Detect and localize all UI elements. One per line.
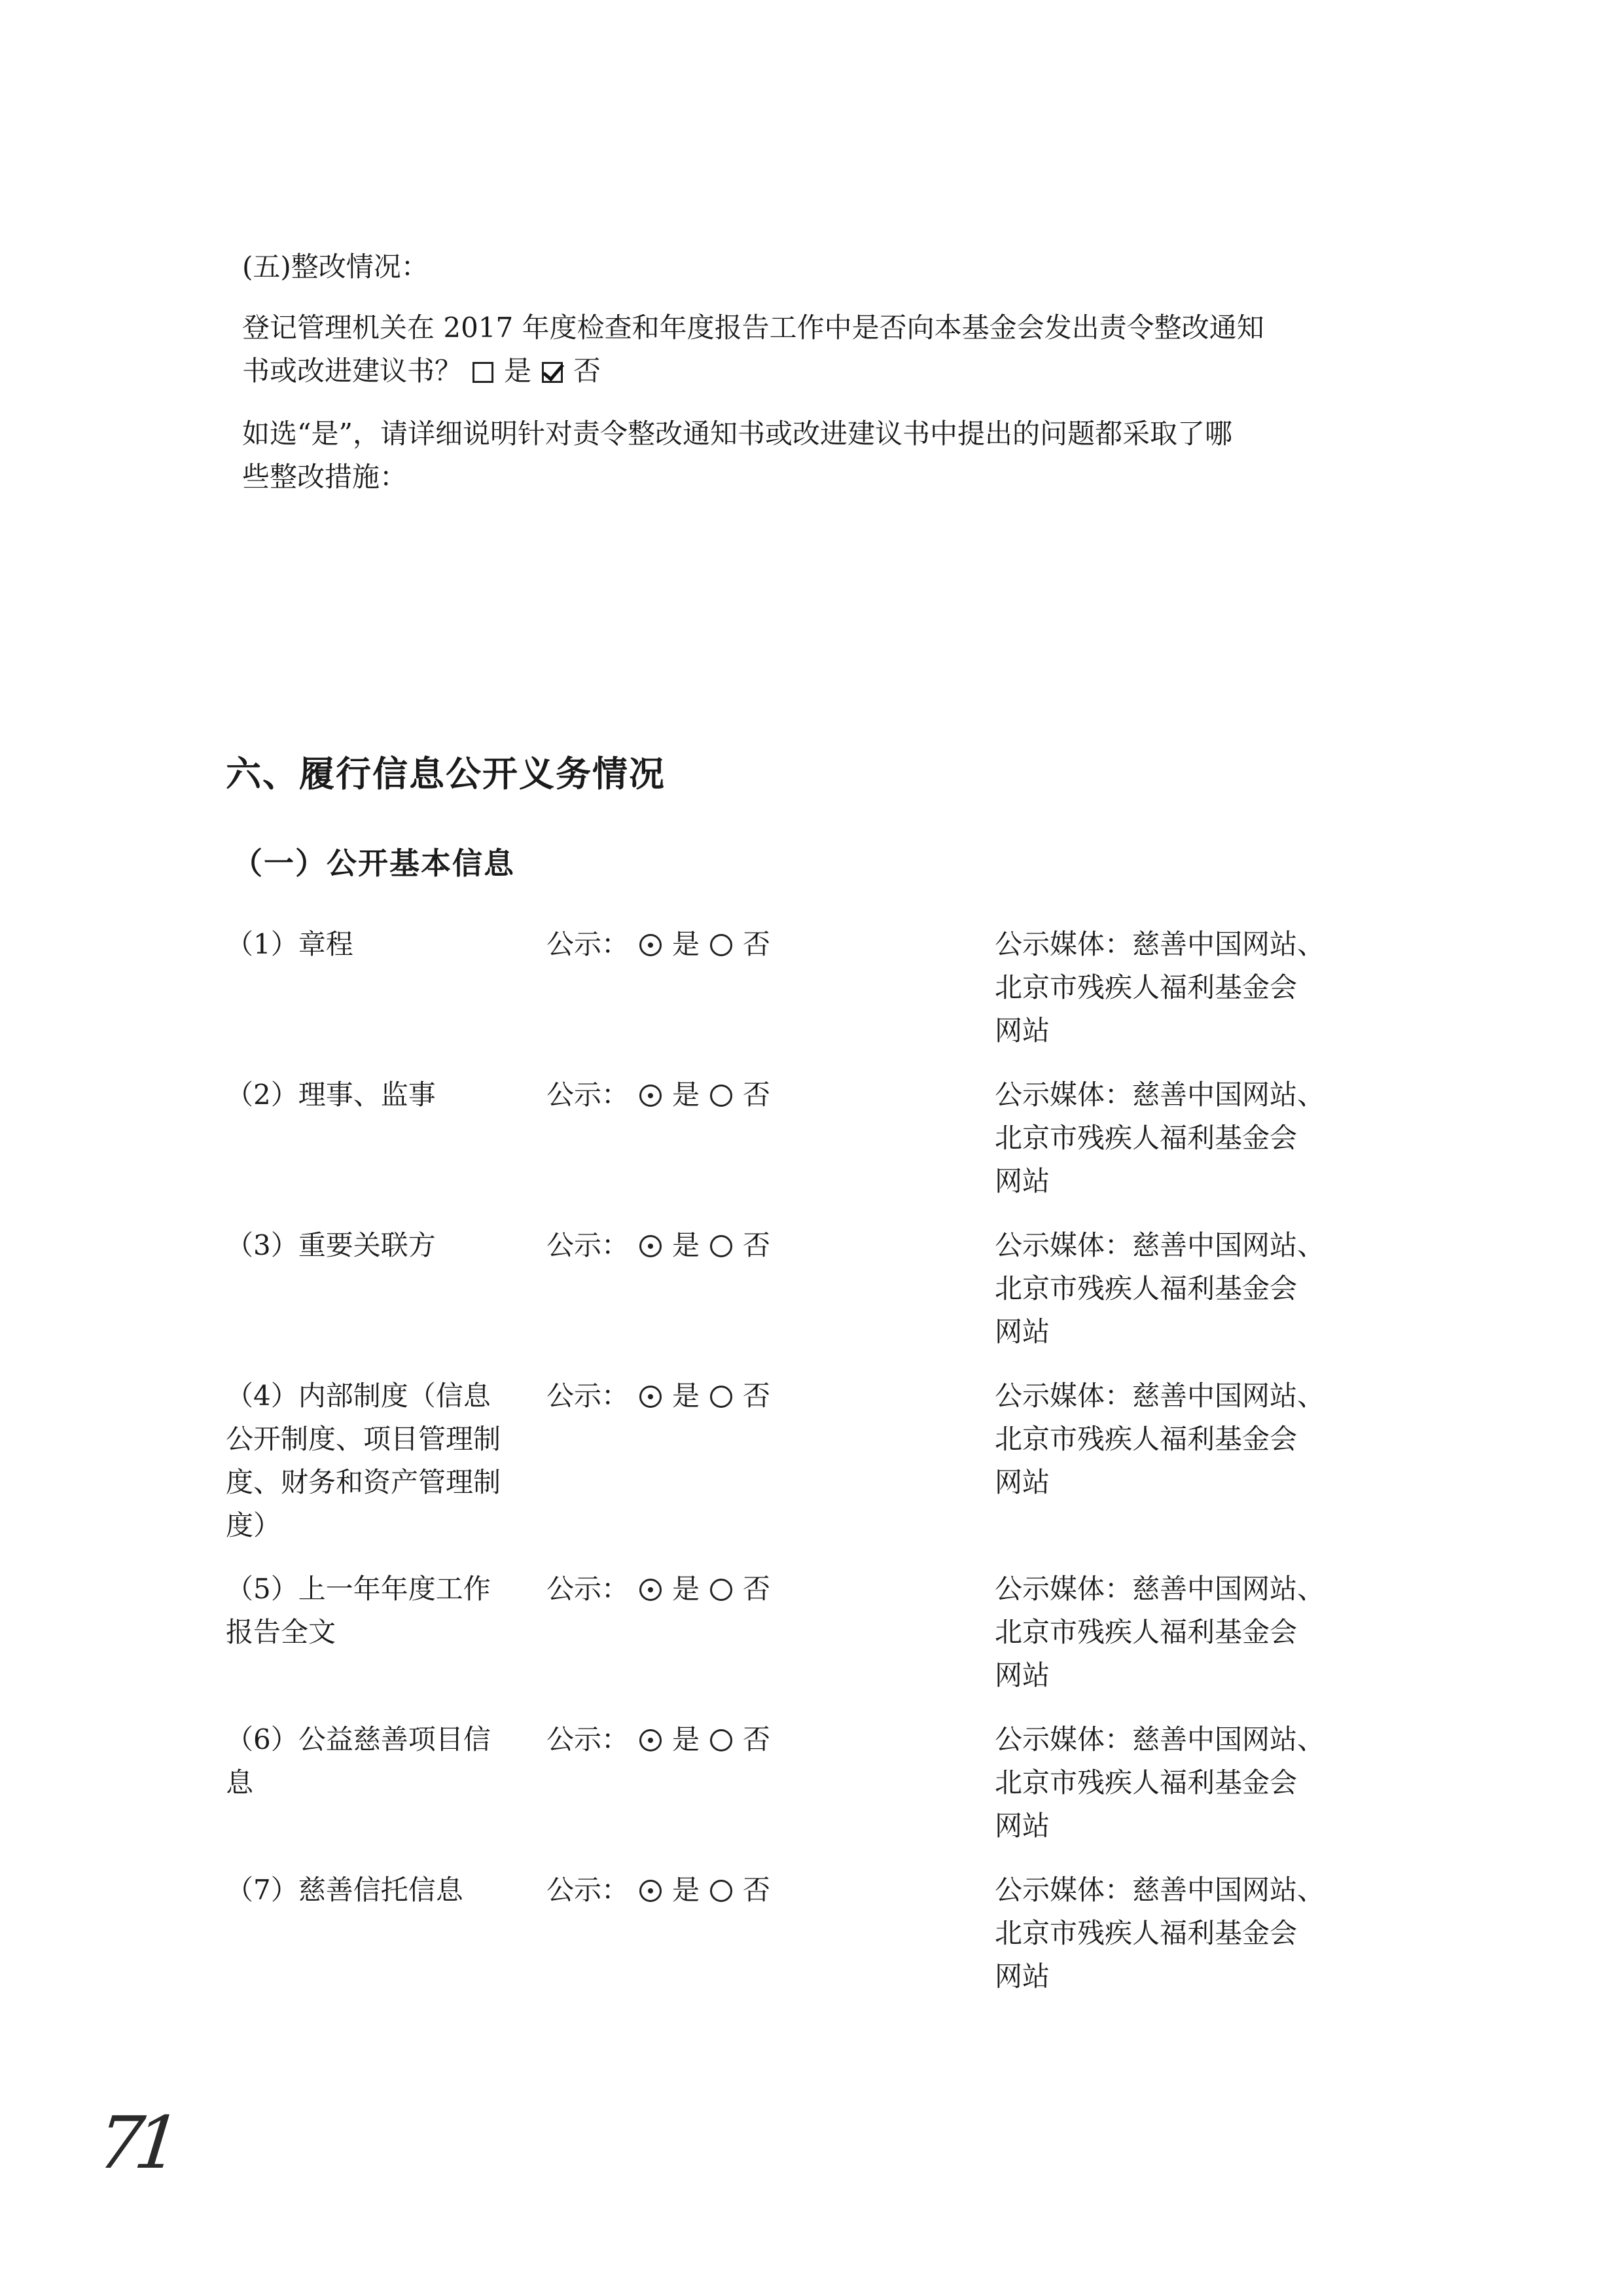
disclosure-media-line: 北京市残疾人福利基金会 bbox=[995, 1122, 1298, 1154]
disclosure-media-line: 北京市残疾人福利基金会 bbox=[995, 1272, 1298, 1304]
disclosure-choice bbox=[546, 923, 770, 966]
disclosure-yes-radio[interactable] bbox=[639, 1386, 662, 1408]
rectification-title: (五)整改情况： bbox=[242, 251, 429, 283]
rectification-no-label: 否 bbox=[573, 355, 601, 387]
disclosure-yes-label: 是 bbox=[672, 1229, 700, 1261]
disclosure-choice bbox=[546, 1224, 770, 1267]
disclosure-choice bbox=[546, 1718, 770, 1761]
disclosure-media-line: 公示媒体：慈善中国网站、 bbox=[995, 1723, 1325, 1755]
disclosure-item-name-line: 公开制度、项目管理制 bbox=[226, 1423, 501, 1455]
disclosure-no-label: 否 bbox=[743, 1380, 771, 1412]
disclosure-no-radio[interactable] bbox=[710, 1235, 732, 1257]
disclosure-media-line: 北京市残疾人福利基金会 bbox=[995, 1423, 1298, 1455]
disclosure-media-line: 网站 bbox=[995, 1014, 1050, 1047]
disclosure-yes-label: 是 bbox=[672, 1079, 700, 1111]
disclosure-media-line: 公示媒体：慈善中国网站、 bbox=[995, 1874, 1325, 1906]
disclosure-no-label: 否 bbox=[743, 1229, 771, 1261]
disclosure-no-radio[interactable] bbox=[710, 1579, 732, 1601]
disclosure-no-label: 否 bbox=[743, 1573, 771, 1605]
disclosure-choice bbox=[546, 1374, 770, 1418]
disclosure-no-label: 否 bbox=[743, 928, 771, 960]
disclosure-media-line: 网站 bbox=[995, 1316, 1050, 1348]
disclosure-media-line: 北京市残疾人福利基金会 bbox=[995, 1767, 1298, 1799]
disclosure-media-line: 网站 bbox=[995, 1659, 1050, 1691]
disclosure-media bbox=[995, 1224, 1361, 1354]
rectification-question bbox=[242, 306, 1368, 393]
disclosure-no-radio[interactable] bbox=[710, 1729, 732, 1751]
disclosure-prefix: 公示： bbox=[546, 1874, 630, 1906]
section-subtitle: （一）公开基本信息 bbox=[232, 846, 515, 881]
disclosure-item-name-line: 息 bbox=[226, 1767, 254, 1799]
disclosure-item-name-line: （7）慈善信托信息 bbox=[226, 1874, 463, 1906]
disclosure-item-name bbox=[226, 1224, 520, 1267]
rectification-followup-line1: 如选“是”，请详细说明针对责令整改通知书或改进建议书中提出的问题都采取了哪 bbox=[242, 418, 1232, 450]
disclosure-media-line: 公示媒体：慈善中国网站、 bbox=[995, 1380, 1325, 1412]
disclosure-media bbox=[995, 1374, 1361, 1504]
disclosure-item-name-line: （4）内部制度（信息 bbox=[226, 1380, 491, 1412]
rectification-followup bbox=[242, 412, 1368, 499]
disclosure-no-label: 否 bbox=[743, 1723, 771, 1755]
disclosure-yes-radio[interactable] bbox=[639, 1579, 662, 1601]
disclosure-prefix: 公示： bbox=[546, 1380, 630, 1412]
disclosure-item-name-line: 度） bbox=[226, 1509, 281, 1541]
rectification-yes-checkbox[interactable] bbox=[473, 362, 493, 383]
disclosure-yes-radio[interactable] bbox=[639, 1235, 662, 1257]
disclosure-prefix: 公示： bbox=[546, 1573, 630, 1605]
disclosure-prefix: 公示： bbox=[546, 928, 630, 960]
disclosure-yes-label: 是 bbox=[672, 928, 700, 960]
disclosure-media-line: 北京市残疾人福利基金会 bbox=[995, 1917, 1298, 1949]
disclosure-no-label: 否 bbox=[743, 1079, 771, 1111]
disclosure-yes-label: 是 bbox=[672, 1573, 700, 1605]
disclosure-media-line: 公示媒体：慈善中国网站、 bbox=[995, 1229, 1325, 1261]
disclosure-choice bbox=[546, 1073, 770, 1117]
disclosure-yes-radio[interactable] bbox=[639, 1880, 662, 1902]
disclosure-media-line: 网站 bbox=[995, 1960, 1050, 1992]
disclosure-item-name bbox=[226, 1073, 520, 1117]
disclosure-media-line: 北京市残疾人福利基金会 bbox=[995, 1616, 1298, 1648]
disclosure-media-line: 公示媒体：慈善中国网站、 bbox=[995, 1573, 1325, 1605]
disclosure-yes-label: 是 bbox=[672, 1723, 700, 1755]
disclosure-media-line: 公示媒体：慈善中国网站、 bbox=[995, 1079, 1325, 1111]
disclosure-yes-label: 是 bbox=[672, 1874, 700, 1906]
disclosure-item-name-line: 报告全文 bbox=[226, 1616, 336, 1648]
disclosure-item-name-line: 度、财务和资产管理制 bbox=[226, 1466, 501, 1498]
disclosure-media-line: 网站 bbox=[995, 1165, 1050, 1197]
disclosure-media bbox=[995, 1718, 1361, 1848]
disclosure-media bbox=[995, 923, 1361, 1052]
handwritten-page-number: 71 bbox=[94, 2101, 176, 2185]
disclosure-item-name bbox=[226, 923, 520, 966]
disclosure-prefix: 公示： bbox=[546, 1723, 630, 1755]
disclosure-media-line: 公示媒体：慈善中国网站、 bbox=[995, 928, 1325, 960]
disclosure-media-line: 网站 bbox=[995, 1810, 1050, 1842]
disclosure-choice bbox=[546, 1568, 770, 1611]
rectification-question-line2-prefix: 书或改进建议书？ bbox=[242, 355, 463, 387]
disclosure-no-radio[interactable] bbox=[710, 934, 732, 956]
disclosure-yes-radio[interactable] bbox=[639, 934, 662, 956]
disclosure-item-name-line: （2）理事、监事 bbox=[226, 1079, 436, 1111]
disclosure-no-radio[interactable] bbox=[710, 1085, 732, 1107]
rectification-question-line2 bbox=[242, 350, 1368, 393]
disclosure-media-line: 北京市残疾人福利基金会 bbox=[995, 971, 1298, 1003]
disclosure-item-name bbox=[226, 1374, 520, 1547]
disclosure-item-name bbox=[226, 1718, 520, 1804]
disclosure-item-name bbox=[226, 1568, 520, 1654]
disclosure-media-line: 网站 bbox=[995, 1466, 1050, 1498]
section-title: 六、履行信息公开义务情况 bbox=[226, 753, 666, 795]
disclosure-media bbox=[995, 1073, 1361, 1203]
disclosure-no-label: 否 bbox=[743, 1874, 771, 1906]
disclosure-yes-radio[interactable] bbox=[639, 1085, 662, 1107]
disclosure-item-name-line: （3）重要关联方 bbox=[226, 1229, 436, 1261]
disclosure-item-name-line: （5）上一年年度工作 bbox=[226, 1573, 491, 1605]
rectification-followup-line2: 些整改措施： bbox=[242, 461, 408, 493]
disclosure-item-name bbox=[226, 1869, 520, 1912]
rectification-no-checkbox[interactable] bbox=[542, 362, 563, 383]
disclosure-prefix: 公示： bbox=[546, 1079, 630, 1111]
disclosure-no-radio[interactable] bbox=[710, 1386, 732, 1408]
disclosure-yes-label: 是 bbox=[672, 1380, 700, 1412]
rectification-question-line1: 登记管理机关在 2017 年度检查和年度报告工作中是否向本基金会发出责令整改通知 bbox=[242, 312, 1264, 344]
disclosure-media bbox=[995, 1869, 1361, 1998]
disclosure-media bbox=[995, 1568, 1361, 1697]
disclosure-yes-radio[interactable] bbox=[639, 1729, 662, 1751]
disclosure-choice bbox=[546, 1869, 770, 1912]
disclosure-no-radio[interactable] bbox=[710, 1880, 732, 1902]
disclosure-item-name-line: （6）公益慈善项目信 bbox=[226, 1723, 491, 1755]
disclosure-prefix: 公示： bbox=[546, 1229, 630, 1261]
rectification-yes-label: 是 bbox=[504, 355, 532, 387]
disclosure-item-name-line: （1）章程 bbox=[226, 928, 353, 960]
